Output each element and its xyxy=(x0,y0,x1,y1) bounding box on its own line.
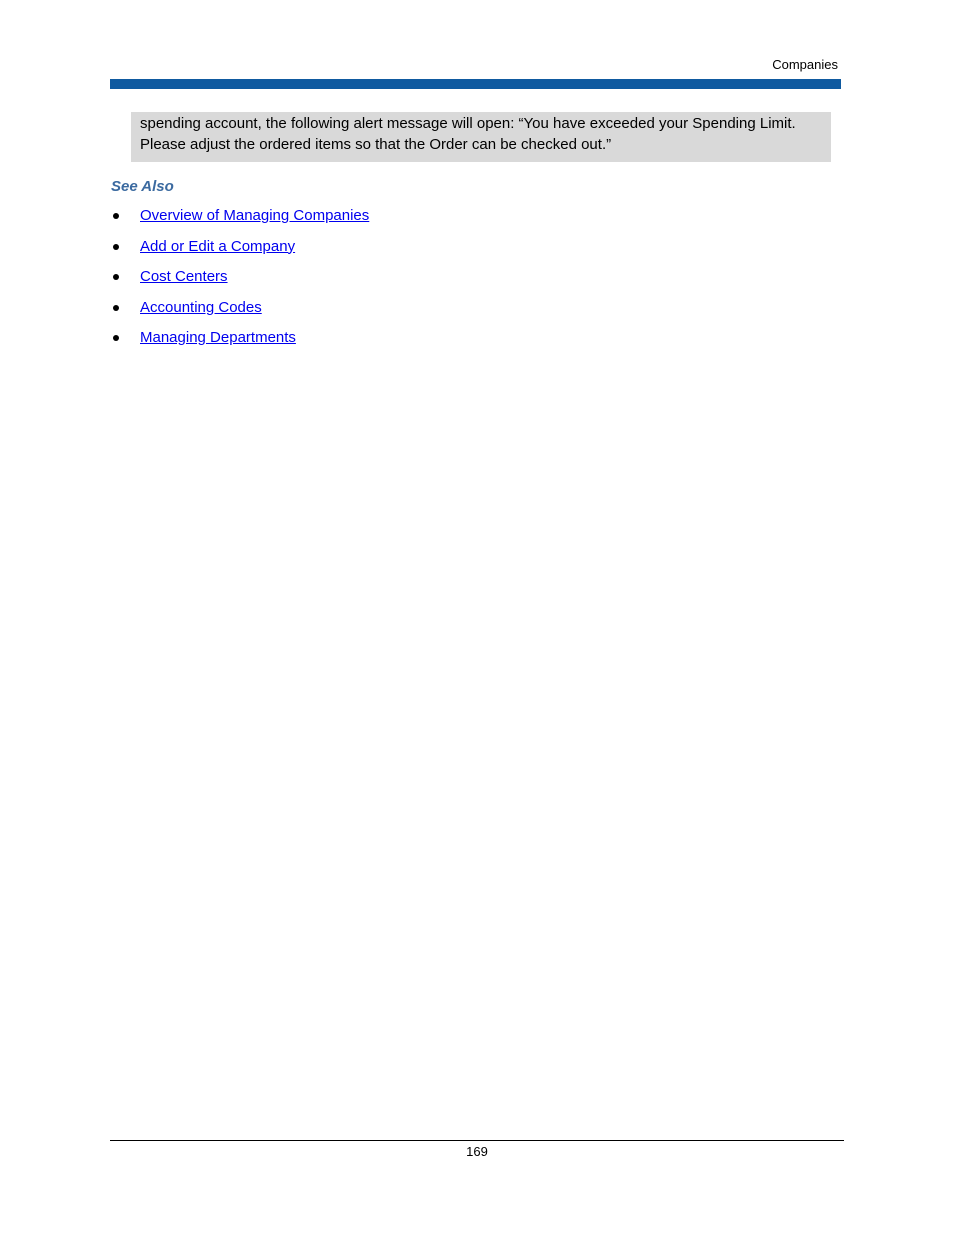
link-overview-of-managing-companies[interactable]: Overview of Managing Companies xyxy=(140,207,370,224)
link-managing-departments[interactable]: Managing Departments xyxy=(140,329,296,346)
bullet-icon xyxy=(113,335,119,341)
bullet-icon xyxy=(113,274,119,280)
header-rule xyxy=(110,79,841,89)
footer-rule xyxy=(110,1140,844,1141)
see-also-heading: See Also xyxy=(111,178,174,195)
note-box xyxy=(131,112,831,162)
running-header-section-title: Companies xyxy=(772,57,838,72)
bullet-icon xyxy=(113,244,119,250)
page-number: 169 xyxy=(466,1144,488,1159)
note-line: spending account, the following alert message will open: “You have exceeded your Spending Limit. xyxy=(140,115,796,132)
note-line: Please adjust the ordered items so that the Order can be checked out.” xyxy=(140,136,612,153)
bullet-icon xyxy=(113,305,119,311)
link-cost-centers[interactable]: Cost Centers xyxy=(140,268,228,285)
link-accounting-codes[interactable]: Accounting Codes xyxy=(140,298,262,316)
bullet-icon xyxy=(113,213,119,219)
link-add-or-edit-a-company[interactable]: Add or Edit a Company xyxy=(140,237,296,255)
